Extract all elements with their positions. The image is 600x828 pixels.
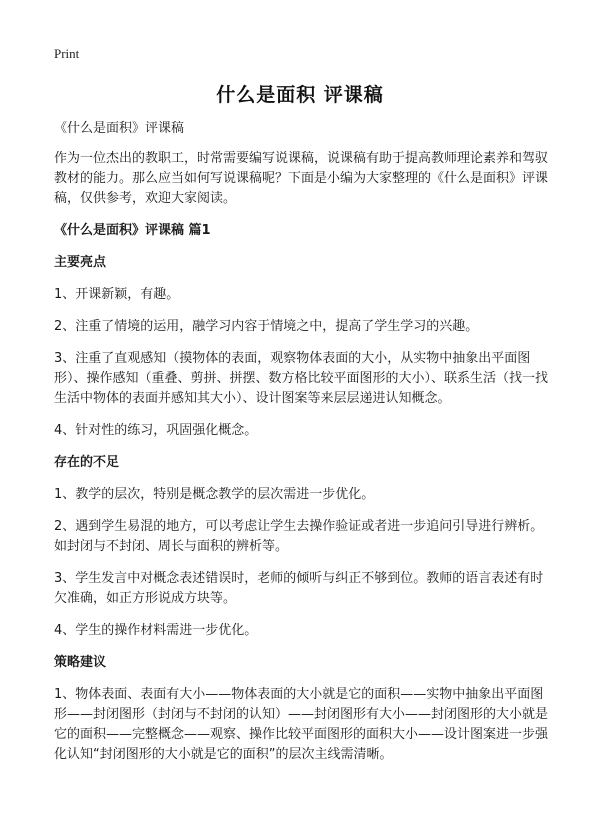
intro-subtitle: 《什么是面积》评课稿 [54,121,185,136]
section-heading-suggestions: 策略建议 [54,655,107,670]
shortcoming-item: 1、教学的层次，特别是概念教学的层次需进一步优化。 [54,487,375,502]
highlight-item: 4、针对性的练习，巩固强化概念。 [54,423,258,438]
shortcoming-item: 3、学生发言中对概念表述错误时，老师的倾听与纠正不够到位。教师的语言表述有时欠准确，如正方形说成方块等。 [54,571,544,606]
intro-paragraph: 作为一位杰出的教职工，时常需要编写说课稿，说课稿有助于提高教师理论素养和驾驭教材的能力。那么应当如何写说课稿呢？下面是小编为大家整理的《什么是面积》评课稿，仅供参考，欢迎大家阅读。 [54,151,549,206]
shortcoming-item: 2、遇到学生易混的地方，可以考虑让学生去操作验证或者进一步追问引导进行辨析。如封闭与不封闭、周长与面积的辨析等。 [54,519,544,554]
document-title: 什么是面积 评课稿 [216,84,384,106]
highlight-item: 1、开课新颖，有趣。 [54,287,180,302]
section-heading-shortcomings: 存在的不足 [54,455,120,470]
document-body [54,119,550,777]
highlight-item: 3、注重了直观感知（摸物体的表面，观察物体表面的大小，从实物中抽象出平面图形）、操作感知（重叠、剪拼、拼摆、数方格比较平面图形的大小）、联系生活（找一找生活中物体的表面并感知其大小）、设计图案等来层层递进认知概念。 [54,351,549,406]
highlight-item: 2、注重了情境的运用，融学习内容于情境之中，提高了学生学习的兴趣。 [54,319,479,334]
section-heading-highlights: 主要亮点 [54,255,107,270]
shortcoming-item: 4、学生的操作材料需进一步优化。 [54,623,258,638]
suggestion-item: 1、物体表面、表面有大小——物体表面的大小就是它的面积——实物中抽象出平面图形——封闭图形（封闭与不封闭的认知）——封闭图形有大小——封闭图形的大小就是它的面积——完整概念——观察、操作比较平面图形的面积大小——设计图案进一步强化认知“封闭图形的大小就是它的面积”的层次主线需清晰。 [54,687,549,762]
print-label[interactable]: Print [54,46,80,61]
article-heading: 《什么是面积》评课稿 篇1 [54,223,211,238]
